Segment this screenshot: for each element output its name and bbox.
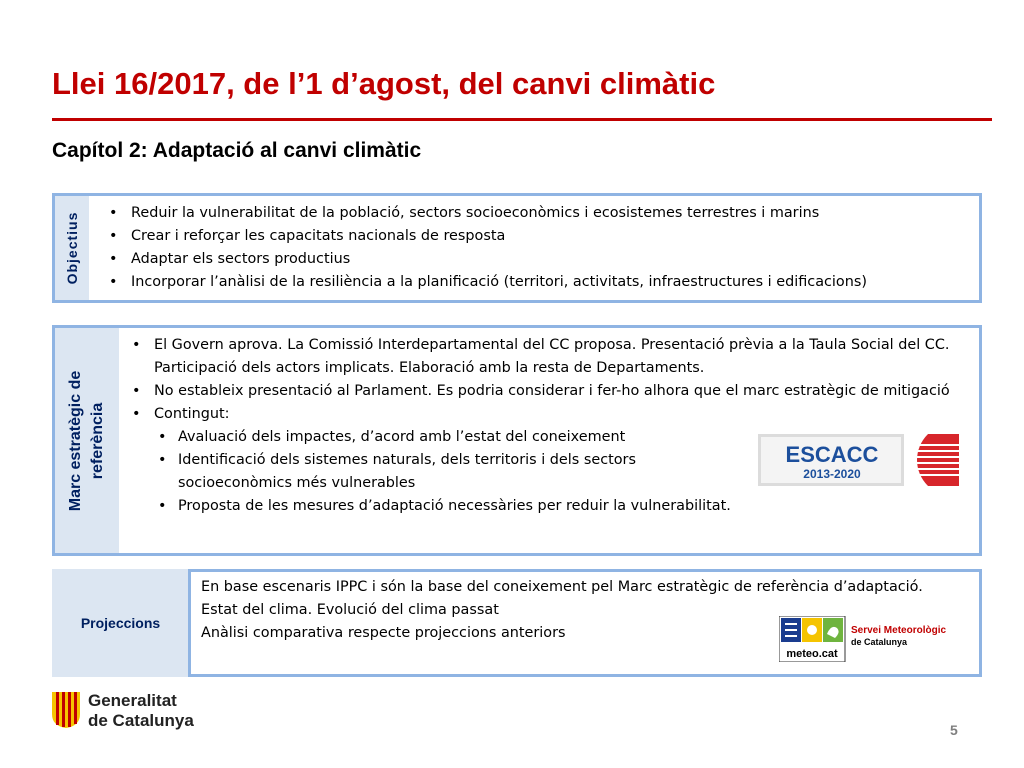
marc-subitem: • Identificació dels sistemes naturals, dels territoris i dels sectors socioeconòmics més vulnerables <box>128 449 698 495</box>
marc-item: • No estableix presentació al Parlament. Es podria considerar i fer-ho alhora que el marc estratègic de mitigació <box>128 380 973 403</box>
objectius-label-panel <box>55 196 89 300</box>
objectius-item: • Adaptar els sectors productius <box>105 248 975 271</box>
meteocat-logo-org-line1: Servei Meteorològic <box>851 625 947 636</box>
slide-subtitle: Capítol 2: Adaptació al canvi climàtic <box>52 139 422 162</box>
objectius-item: • Crear i reforçar les capacitats nacionals de resposta <box>105 225 975 248</box>
projeccions-label-panel <box>52 569 189 677</box>
generalitat-logo <box>52 692 80 728</box>
generalitat-wordmark <box>88 691 194 731</box>
meteocat-logo <box>779 616 969 662</box>
objectius-list-container <box>105 202 975 294</box>
objectius-list <box>105 202 975 294</box>
marc-list-container <box>128 334 973 518</box>
objectius-item: • Reduir la vulnerabilitat de la població, sectors socioeconòmics i ecosistemes terrestres i marins <box>105 202 975 225</box>
marc-label <box>65 370 109 511</box>
meteocat-logo-org-line2: de Catalunya <box>851 637 908 647</box>
slide-title: Llei 16/2017, de l’1 d’agost, del canvi climàtic <box>52 66 716 101</box>
meteocat-logo-site: meteo.cat <box>786 648 838 660</box>
escacc-logo <box>758 434 959 486</box>
escacc-logo-graphic <box>758 434 959 486</box>
marc-label-line1: Marc estratègic de <box>67 370 84 511</box>
marc-list <box>128 334 973 426</box>
marc-label-panel <box>55 328 119 553</box>
objectius-box <box>52 193 982 303</box>
marc-subitem: • Avaluació dels impactes, d’acord amb l’estat del coneixement <box>128 426 973 449</box>
projeccions-label: Projeccions <box>80 615 161 631</box>
generalitat-line1: Generalitat <box>88 691 177 710</box>
escacc-logo-name: ESCACC <box>785 442 879 467</box>
marc-subitem: • Proposta de les mesures d’adaptació necessàries per reduir la vulnerabilitat. <box>128 495 973 518</box>
escacc-logo-years: 2013-2020 <box>803 467 861 481</box>
marc-item: • El Govern aprova. La Comissió Interdepartamental del CC proposa. Presentació prèvia a la Taula Social del CC. Participació dels actors implicats. Elaboració amb la resta de Departaments. <box>128 334 973 380</box>
objectius-item: • Incorporar l’anàlisi de la resiliència a la planificació (territori, activitats, infraestructures i edificacions) <box>105 271 975 294</box>
generalitat-line2: de Catalunya <box>88 711 194 730</box>
meteocat-logo-graphic <box>779 616 969 662</box>
title-divider <box>52 118 992 121</box>
projeccions-line: Anàlisi comparativa respecte projeccions anteriors <box>201 625 566 641</box>
marc-label-line2: referència <box>89 402 106 479</box>
page-number: 5 <box>950 722 958 738</box>
senyera-icon <box>52 692 80 728</box>
projeccions-line: En base escenaris IPPC i són la base del coneixement pel Marc estratègic de referència d’adaptació. <box>201 579 923 595</box>
marc-item: • Contingut: <box>128 403 973 426</box>
projeccions-box <box>188 569 982 677</box>
projeccions-line: Estat del clima. Evolució del clima passat <box>201 602 499 618</box>
objectius-label: Objectius <box>64 211 80 285</box>
